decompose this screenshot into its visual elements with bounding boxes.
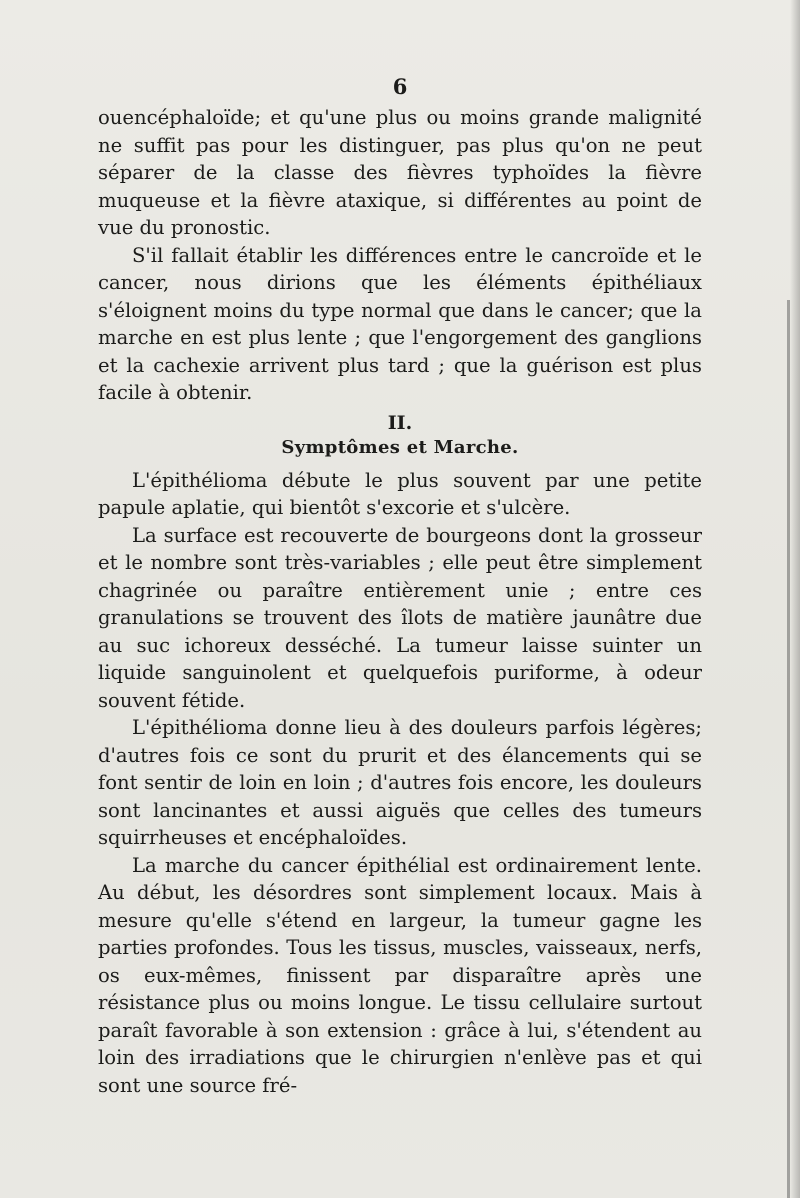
section-heading [98,411,702,461]
page-edge-line [787,300,790,1198]
page-number: 6 [392,74,408,99]
paragraph-onset: L'épithélioma débute le plus souvent par une petite papule aplatie, qui bientôt s'excorie et s'ulcère. [98,468,702,519]
paragraph-differences: S'il fallait établir les différences entre le cancroïde et le cancer, nous dirions que les éléments épithéliaux s'éloignent moins du type normal que dans le cancer; que la marche en est plus lente ; que l'engorgement des ganglions et la cachexie arrivent plus tard ; que la guérison est plus facile à obtenir. [98,243,702,404]
page-edge-shadow [790,0,800,1198]
paragraph-pain: L'épithélioma donne lieu à des douleurs parfois légères; d'autres fois ce sont du prurit et des élancements qui se font sentir de loin en loin ; d'autres fois encore, les douleurs sont lancinantes et aussi aiguës que celles des tumeurs squirrheuses et encéphaloïdes. [98,716,702,849]
paragraph-progression: La marche du cancer épithélial est ordinairement lente. Au début, les désordres sont simplement locaux. Mais à mesure qu'elle s'étend en largeur, la tumeur gagne les parties profondes. Tous les tissus, muscles, vaisseaux, nerfs, os eux-mêmes, finissent par disparaître après une résistance plus ou moins longue. Le tissu cellulaire surtout paraît favorable à son extension : grâce à lui, s'étendent au loin des irradiations que le chirurgien n'enlève pas et qui sont une source fré- [98,853,702,1097]
paragraph-surface: La surface est recouverte de bourgeons dont la grosseur et le nombre sont très-variables ; elle peut être simplement chagrinée ou paraître entièrement unie ; entre ces granulations se trouvent des îlots de matière jaunâtre due au suc ichoreux desséché. La tumeur laisse suinter un liquide sanguinolent et quelquefois puriforme, à odeur souvent fétide. [98,523,702,712]
section-number: II. [387,411,413,434]
section-title: Symptômes et Marche. [281,436,519,458]
text-body [98,104,702,1099]
paragraph-continued: ouencéphaloïde; et qu'une plus ou moins grande malignité ne suffit pas pour les distinguer, pas plus qu'on ne peut séparer de la classe des fièvres typhoïdes la fièvre muqueuse et la fièvre ataxique, si différentes au point de vue du pronostic. [98,106,702,239]
